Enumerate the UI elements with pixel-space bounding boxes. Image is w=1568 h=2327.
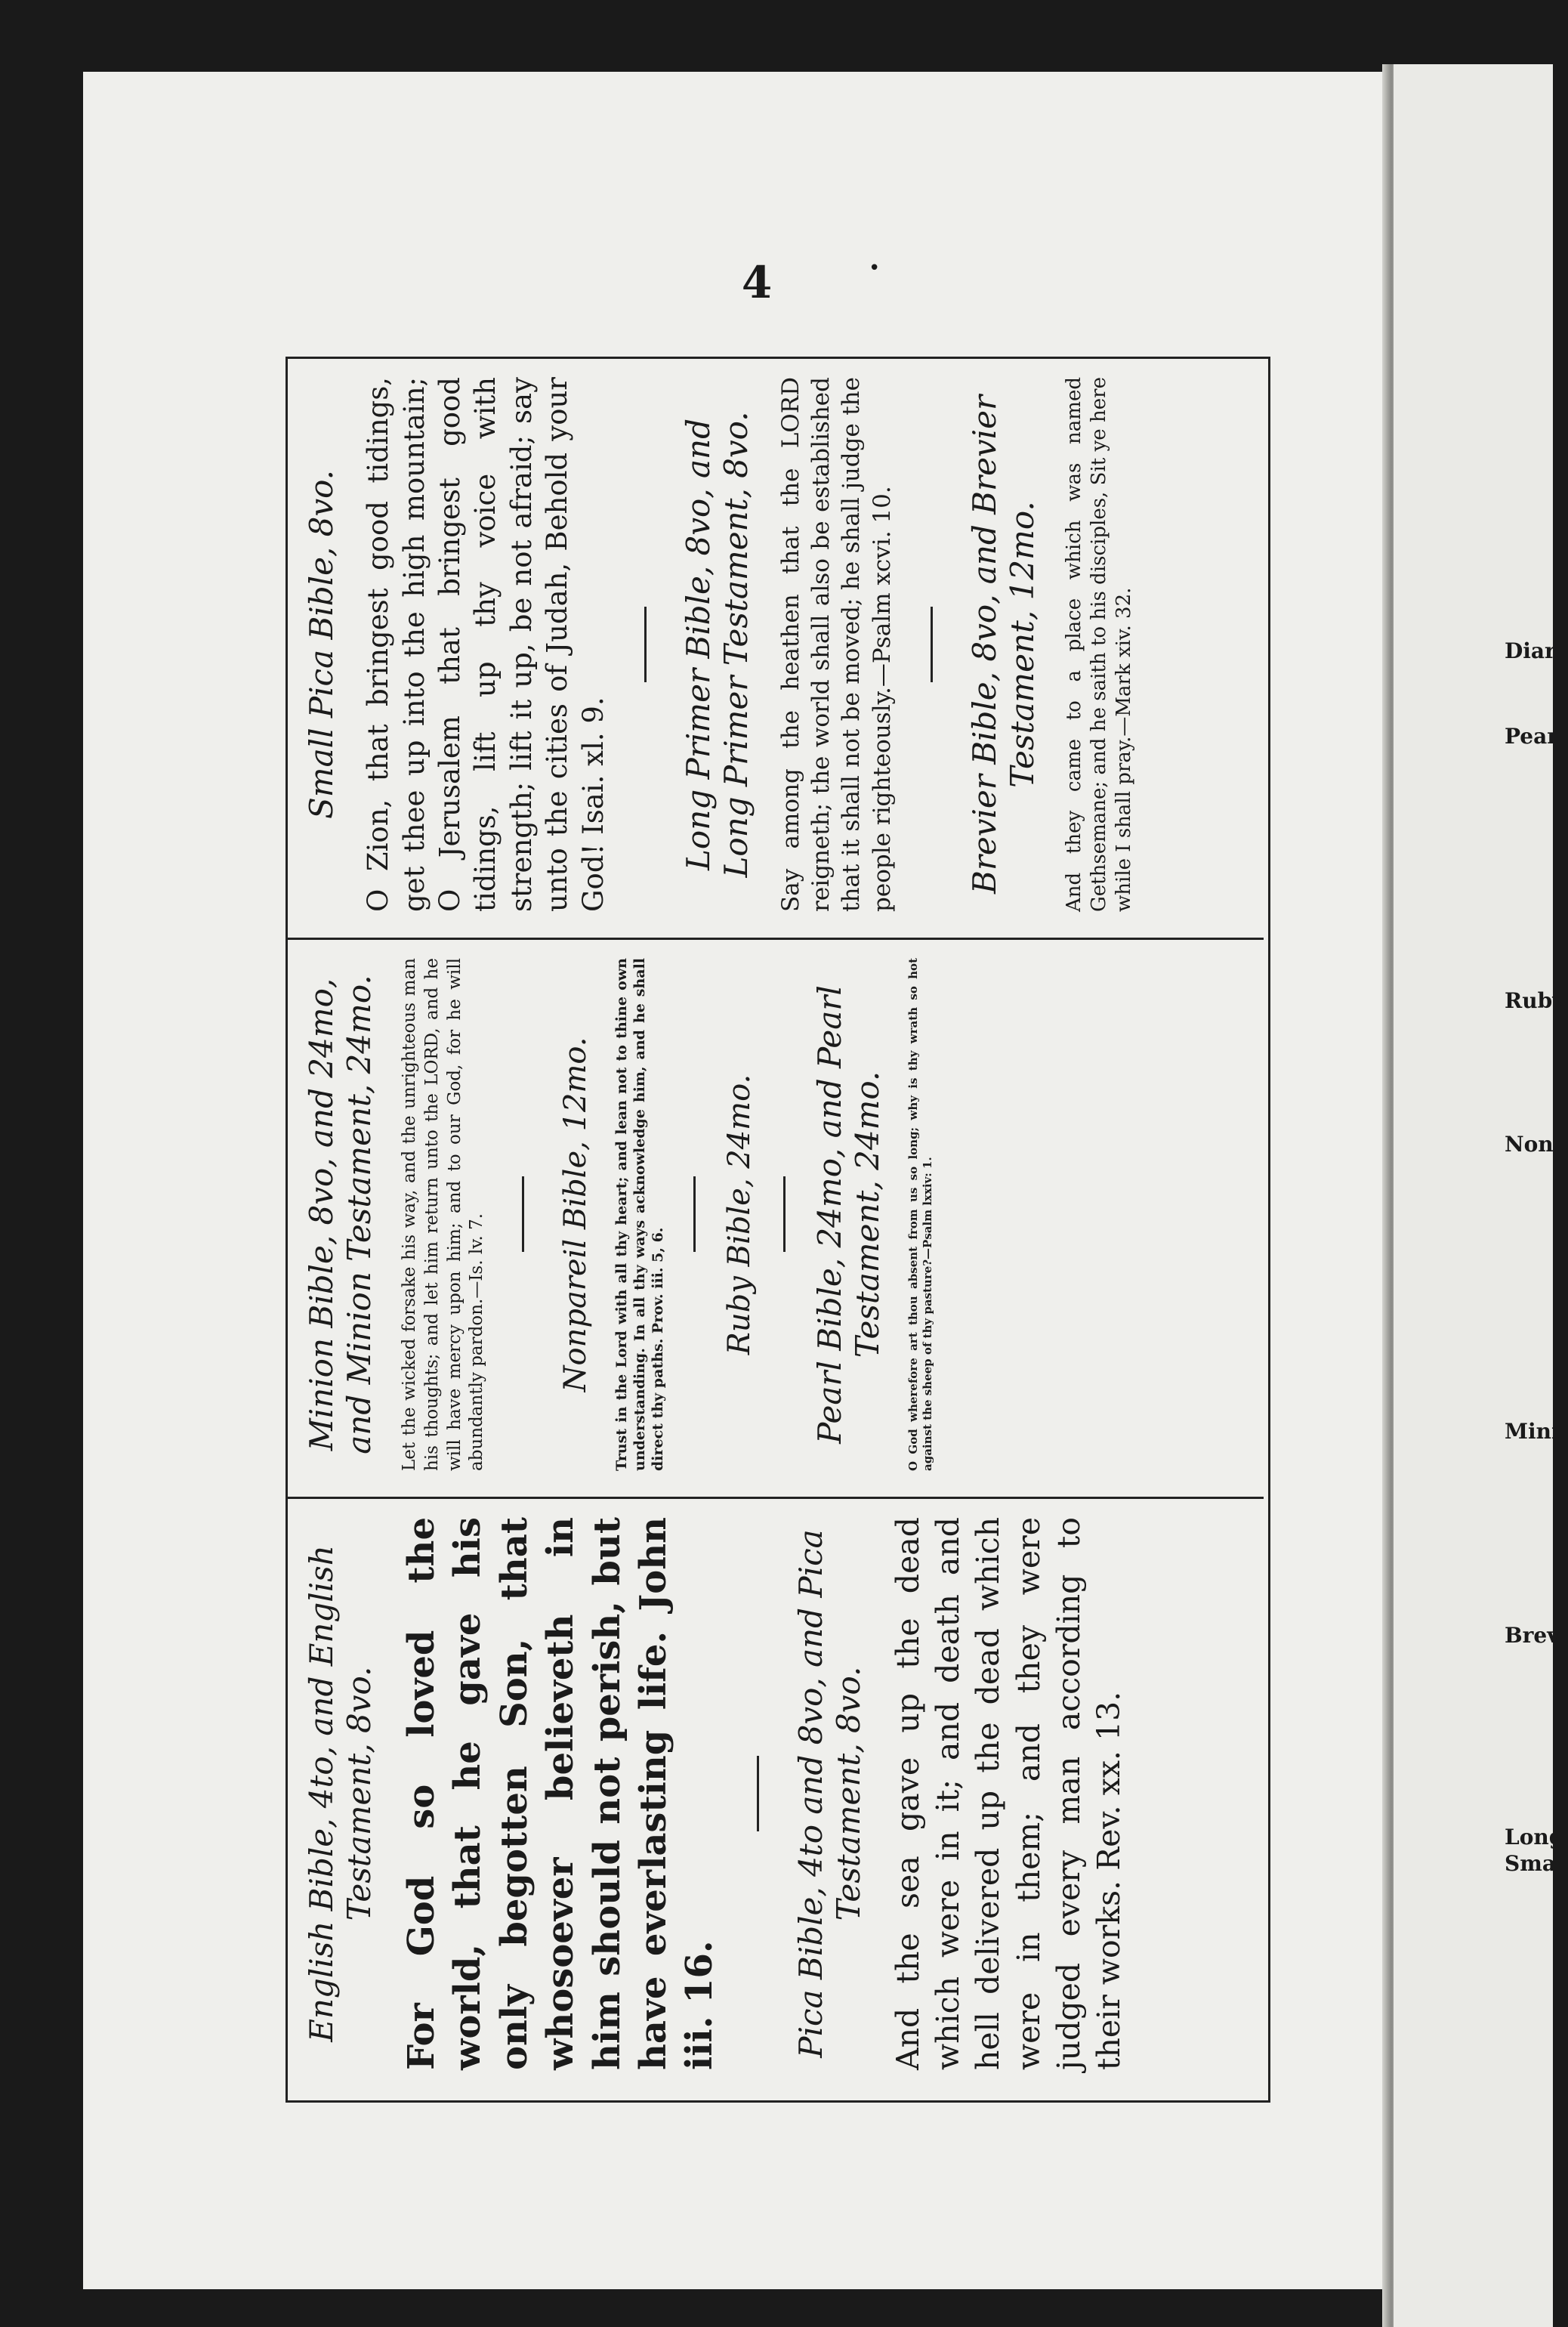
- facing-label-small: Sma: [1505, 1851, 1556, 1876]
- divider-rule: [522, 1177, 524, 1253]
- facing-label-diamond: Diar: [1505, 638, 1556, 663]
- pica-heading: Pica Bible, 4to and 8vo, and Pica Testament, 8vo.: [792, 1529, 868, 2058]
- english-heading: English Bible, 4to, and English Testament, 8vo.: [303, 1545, 378, 2042]
- ink-dot: •: [869, 257, 881, 280]
- rotated-specimen-content: [288, 359, 1264, 2096]
- facing-label-ruby: Ruby: [1505, 988, 1565, 1013]
- long-primer-heading: Long Primer Bible, 8vo, and Long Primer Testament, 8vo.: [679, 411, 755, 878]
- small-pica-text: O Zion, that bringest good tidings, get thee up into the high mountain; O Jerusalem that bringest good tidings, lift up thy voice with strength; lift it up, be not afraid; say unto the cities of Judah, Behold your God! Isai. xl. 9.: [362, 377, 610, 912]
- minion-heading: Minion Bible, 8vo, and 24mo, and Minion Testament, 24mo.: [303, 975, 378, 1454]
- long-primer-text: Say among the heathen that the LORD reigneth; the world shall also be established that it shall not be moved; he shall judge the people righteously.—Psalm xcvi. 10.: [776, 377, 896, 912]
- facing-label-pearl: Pear: [1505, 724, 1559, 749]
- nonpareil-text: Trust in the Lord with all thy heart; and lean not to thine own understanding. In all thy ways acknowledge him, and he shall direct thy paths. Prov. iii. 5, 6.: [613, 958, 666, 1471]
- column-minion-pearl: [288, 940, 1264, 1499]
- minion-text: Let the wicked forsake his way, and the unrighteous man his thoughts; and let him return unto the LORD, and he will have mercy upon him; and to our God, for he will abundantly pardon.—Is. lv. 7.: [399, 958, 487, 1471]
- divider-rule: [783, 1177, 786, 1253]
- divider-rule: [757, 1756, 759, 1831]
- english-text: For God so loved the world, that he gave his only begotten Son, that whosoever believeth in him should not perish, but have everlasting life. John iii. 16.: [400, 1517, 721, 2070]
- divider-rule: [644, 607, 647, 682]
- pearl-heading: Pearl Bible, 24mo, and Pearl Testament, 24mo.: [810, 985, 886, 1444]
- facing-label-nonpareil: Nonp: [1505, 1132, 1568, 1157]
- divider-rule: [931, 607, 933, 682]
- column-smallpica-brevier: [288, 359, 1264, 940]
- facing-label-brevier: Brev: [1505, 1623, 1560, 1648]
- pearl-text: O God wherefore art thou absent from us so long; why is thy wrath so hot against the sheep of thy pasture?—Psalm lxxiv: 1.: [906, 958, 935, 1471]
- column-english-pica: [288, 1499, 1264, 2096]
- page-number: 4: [741, 257, 773, 308]
- ruby-heading: Ruby Bible, 24mo.: [721, 1074, 757, 1355]
- right-page: [1394, 64, 1553, 2327]
- nonpareil-heading: Nonpareil Bible, 12mo.: [558, 1037, 594, 1392]
- facing-label-minion: Mini: [1505, 1419, 1560, 1444]
- brevier-heading: Brevier Bible, 8vo, and Brevier Testament, 12mo.: [965, 394, 1042, 895]
- divider-rule: [693, 1177, 696, 1253]
- facing-label-long: Long: [1505, 1825, 1564, 1850]
- small-pica-heading: Small Pica Bible, 8vo.: [303, 470, 340, 819]
- pica-text: And the sea gave up the dead which were in it; and death and hell delivered up the dead which were in them; and they were judged every man according to their works. Rev. xx. 13.: [889, 1517, 1128, 2070]
- brevier-text: And they came to a place which was named Gethsemane; and he saith to his disciples, Sit ye here while I shall pray.—Mark xiv. 32.: [1062, 377, 1136, 912]
